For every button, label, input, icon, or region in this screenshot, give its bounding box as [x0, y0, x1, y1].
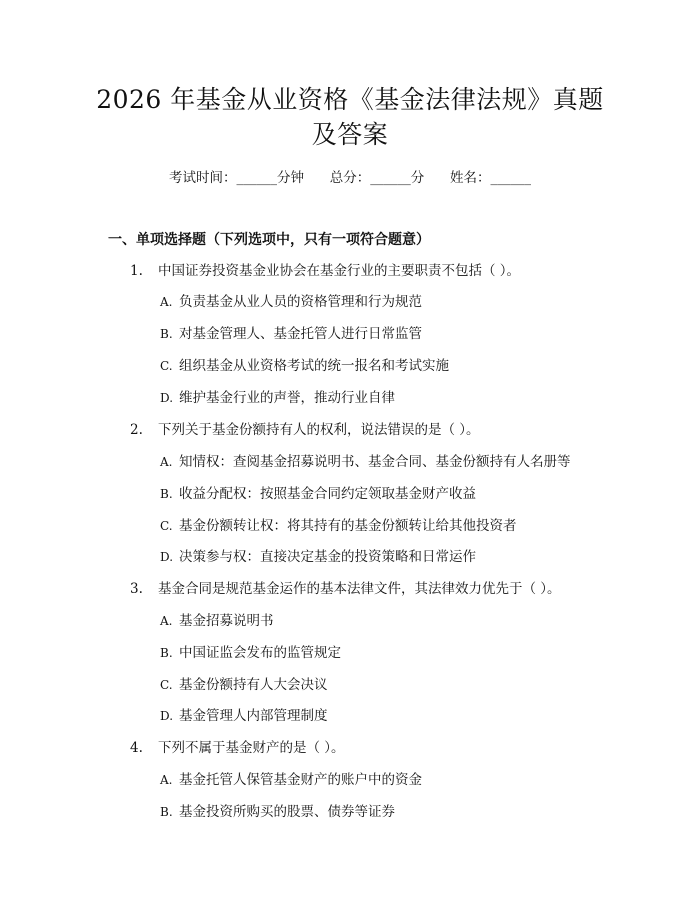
question-number: 1.: [130, 263, 143, 279]
exam-meta-line: 考试时间：______分钟 总分：______分 姓名：______: [169, 170, 531, 186]
option-letter: C.: [160, 519, 173, 533]
option-letter: B.: [160, 327, 173, 341]
option-text: 基金投资所购买的股票、债券等证券: [179, 804, 395, 820]
answer-option: [160, 325, 422, 343]
option-text: 决策参与权：直接决定基金的投资策略和日常运作: [179, 549, 476, 565]
option-letter: B.: [160, 646, 173, 660]
option-text: 基金招募说明书: [179, 613, 274, 629]
option-text: 基金托管人保管基金财产的账户中的资金: [179, 772, 422, 788]
section-heading-single-choice: 一、单项选择题（下列选项中，只有一项符合题意）: [108, 232, 430, 248]
document-title-line-1: 2026 年基金从业资格《基金法律法规》真题: [96, 85, 604, 114]
answer-option: [160, 453, 571, 471]
question-stem: [130, 580, 561, 598]
answer-option: [160, 707, 328, 725]
option-text: 维护基金行业的声誉，推动行业自律: [179, 390, 395, 406]
answer-option: [160, 803, 395, 821]
option-text: 负责基金从业人员的资格管理和行为规范: [179, 294, 422, 310]
answer-option: [160, 357, 449, 375]
question-number: 2.: [130, 422, 143, 438]
option-text: 收益分配权：按照基金合同约定领取基金财产收益: [179, 486, 476, 502]
answer-option: [160, 612, 274, 630]
option-letter: A.: [160, 455, 173, 469]
answer-option: [160, 676, 328, 694]
option-letter: D.: [160, 550, 174, 564]
option-letter: B.: [160, 487, 173, 501]
option-letter: C.: [160, 678, 173, 692]
question-text: 下列不属于基金财产的是（ ）。: [158, 740, 345, 756]
option-text: 基金份额转让权：将其持有的基金份额转让给其他投资者: [179, 518, 517, 534]
answer-option: [160, 548, 476, 566]
option-text: 基金管理人内部管理制度: [179, 708, 328, 724]
question-number: 4.: [130, 740, 143, 756]
option-letter: D.: [160, 709, 174, 723]
question-text: 中国证券投资基金业协会在基金行业的主要职责不包括（ ）。: [158, 263, 521, 279]
option-text: 基金份额持有人大会决议: [179, 677, 328, 693]
question-stem: [130, 739, 345, 757]
option-letter: A.: [160, 773, 173, 787]
question-stem: [130, 421, 480, 439]
option-text: 中国证监会发布的监管规定: [179, 645, 341, 661]
answer-option: [160, 517, 517, 535]
option-text: 组织基金从业资格考试的统一报名和考试实施: [179, 358, 449, 374]
document-title-line-2: 及答案: [311, 120, 389, 149]
option-letter: C.: [160, 359, 173, 373]
option-letter: B.: [160, 805, 173, 819]
option-letter: D.: [160, 391, 174, 405]
option-text: 知情权：查阅基金招募说明书、基金合同、基金份额持有人名册等: [179, 454, 571, 470]
answer-option: [160, 389, 395, 407]
question-text: 下列关于基金份额持有人的权利，说法错误的是（ ）。: [158, 422, 480, 438]
question-number: 3.: [130, 581, 143, 597]
question-stem: [130, 262, 520, 280]
answer-option: [160, 293, 422, 311]
answer-option: [160, 771, 422, 789]
answer-option: [160, 644, 341, 662]
question-text: 基金合同是规范基金运作的基本法律文件，其法律效力优先于（ ）。: [158, 581, 561, 597]
answer-option: [160, 485, 476, 503]
option-text: 对基金管理人、基金托管人进行日常监管: [179, 326, 422, 342]
option-letter: A.: [160, 614, 173, 628]
option-letter: A.: [160, 295, 173, 309]
